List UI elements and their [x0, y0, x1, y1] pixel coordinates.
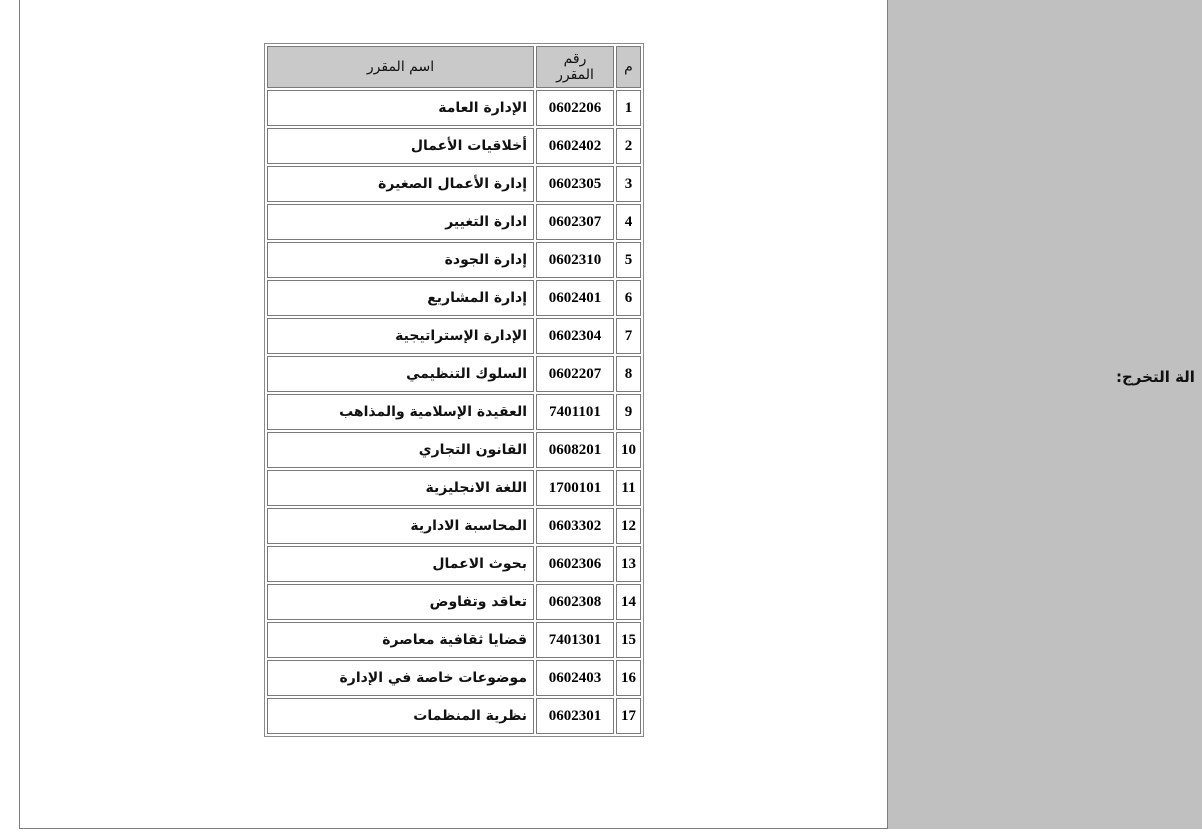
course-name: ادارة التغيير: [267, 204, 534, 240]
course-name: إدارة المشاريع: [267, 280, 534, 316]
row-number: 11: [616, 470, 641, 506]
course-code: 0602308: [536, 584, 614, 620]
table-row: [267, 432, 641, 468]
course-code: 0602401: [536, 280, 614, 316]
course-code: 0602304: [536, 318, 614, 354]
course-code: 0602306: [536, 546, 614, 582]
table-row: [267, 698, 641, 734]
course-code: 0602310: [536, 242, 614, 278]
table-row: [267, 546, 641, 582]
table-row: [267, 90, 641, 126]
course-name: القانون التجاري: [267, 432, 534, 468]
course-name: إدارة الجودة: [267, 242, 534, 278]
row-number: 5: [616, 242, 641, 278]
courses-table: [264, 43, 644, 737]
row-number: 16: [616, 660, 641, 696]
table-row: [267, 318, 641, 354]
course-code: 0602402: [536, 128, 614, 164]
row-number: 4: [616, 204, 641, 240]
course-name: إدارة الأعمال الصغيرة: [267, 166, 534, 202]
header-course-name: اسم المقرر: [267, 46, 534, 88]
course-name: أخلاقيات الأعمال: [267, 128, 534, 164]
course-name: الإدارة العامة: [267, 90, 534, 126]
course-name: الإدارة الإستراتيجية: [267, 318, 534, 354]
header-number: م: [616, 46, 641, 88]
row-number: 13: [616, 546, 641, 582]
course-name: المحاسبة الادارية: [267, 508, 534, 544]
table-body: [267, 90, 641, 734]
course-code: 0602305: [536, 166, 614, 202]
courses-table-container: [264, 43, 644, 737]
table-row: [267, 280, 641, 316]
table-row: [267, 622, 641, 658]
row-number: 14: [616, 584, 641, 620]
row-number: 2: [616, 128, 641, 164]
row-number: 1: [616, 90, 641, 126]
course-code: 7401101: [536, 394, 614, 430]
graduation-label: الة التخرج:: [1116, 368, 1195, 386]
course-code: 0603302: [536, 508, 614, 544]
row-number: 9: [616, 394, 641, 430]
course-code: 0602301: [536, 698, 614, 734]
course-code: 0608201: [536, 432, 614, 468]
course-code: 0602403: [536, 660, 614, 696]
course-name: العقيدة الإسلامية والمذاهب: [267, 394, 534, 430]
course-code: 0602206: [536, 90, 614, 126]
side-panel: [887, 0, 1202, 829]
row-number: 6: [616, 280, 641, 316]
table-row: [267, 584, 641, 620]
table-row: [267, 128, 641, 164]
course-code: 7401301: [536, 622, 614, 658]
row-number: 15: [616, 622, 641, 658]
table-row: [267, 166, 641, 202]
row-number: 7: [616, 318, 641, 354]
course-name: اللغة الانجليزية: [267, 470, 534, 506]
course-name: قضايا ثقافية معاصرة: [267, 622, 534, 658]
header-course-code: رقم المقرر: [536, 46, 614, 88]
table-row: [267, 356, 641, 392]
course-name: تعاقد وتفاوض: [267, 584, 534, 620]
table-header-row: [267, 46, 641, 88]
row-number: 12: [616, 508, 641, 544]
table-row: [267, 242, 641, 278]
course-code: 0602307: [536, 204, 614, 240]
course-name: نظرية المنظمات: [267, 698, 534, 734]
course-name: موضوعات خاصة في الإدارة: [267, 660, 534, 696]
table-row: [267, 204, 641, 240]
course-name: السلوك التنظيمي: [267, 356, 534, 392]
row-number: 17: [616, 698, 641, 734]
row-number: 10: [616, 432, 641, 468]
table-row: [267, 660, 641, 696]
table-row: [267, 394, 641, 430]
course-code: 0602207: [536, 356, 614, 392]
table-row: [267, 470, 641, 506]
course-name: بحوث الاعمال: [267, 546, 534, 582]
table-row: [267, 508, 641, 544]
row-number: 3: [616, 166, 641, 202]
row-number: 8: [616, 356, 641, 392]
course-code: 1700101: [536, 470, 614, 506]
